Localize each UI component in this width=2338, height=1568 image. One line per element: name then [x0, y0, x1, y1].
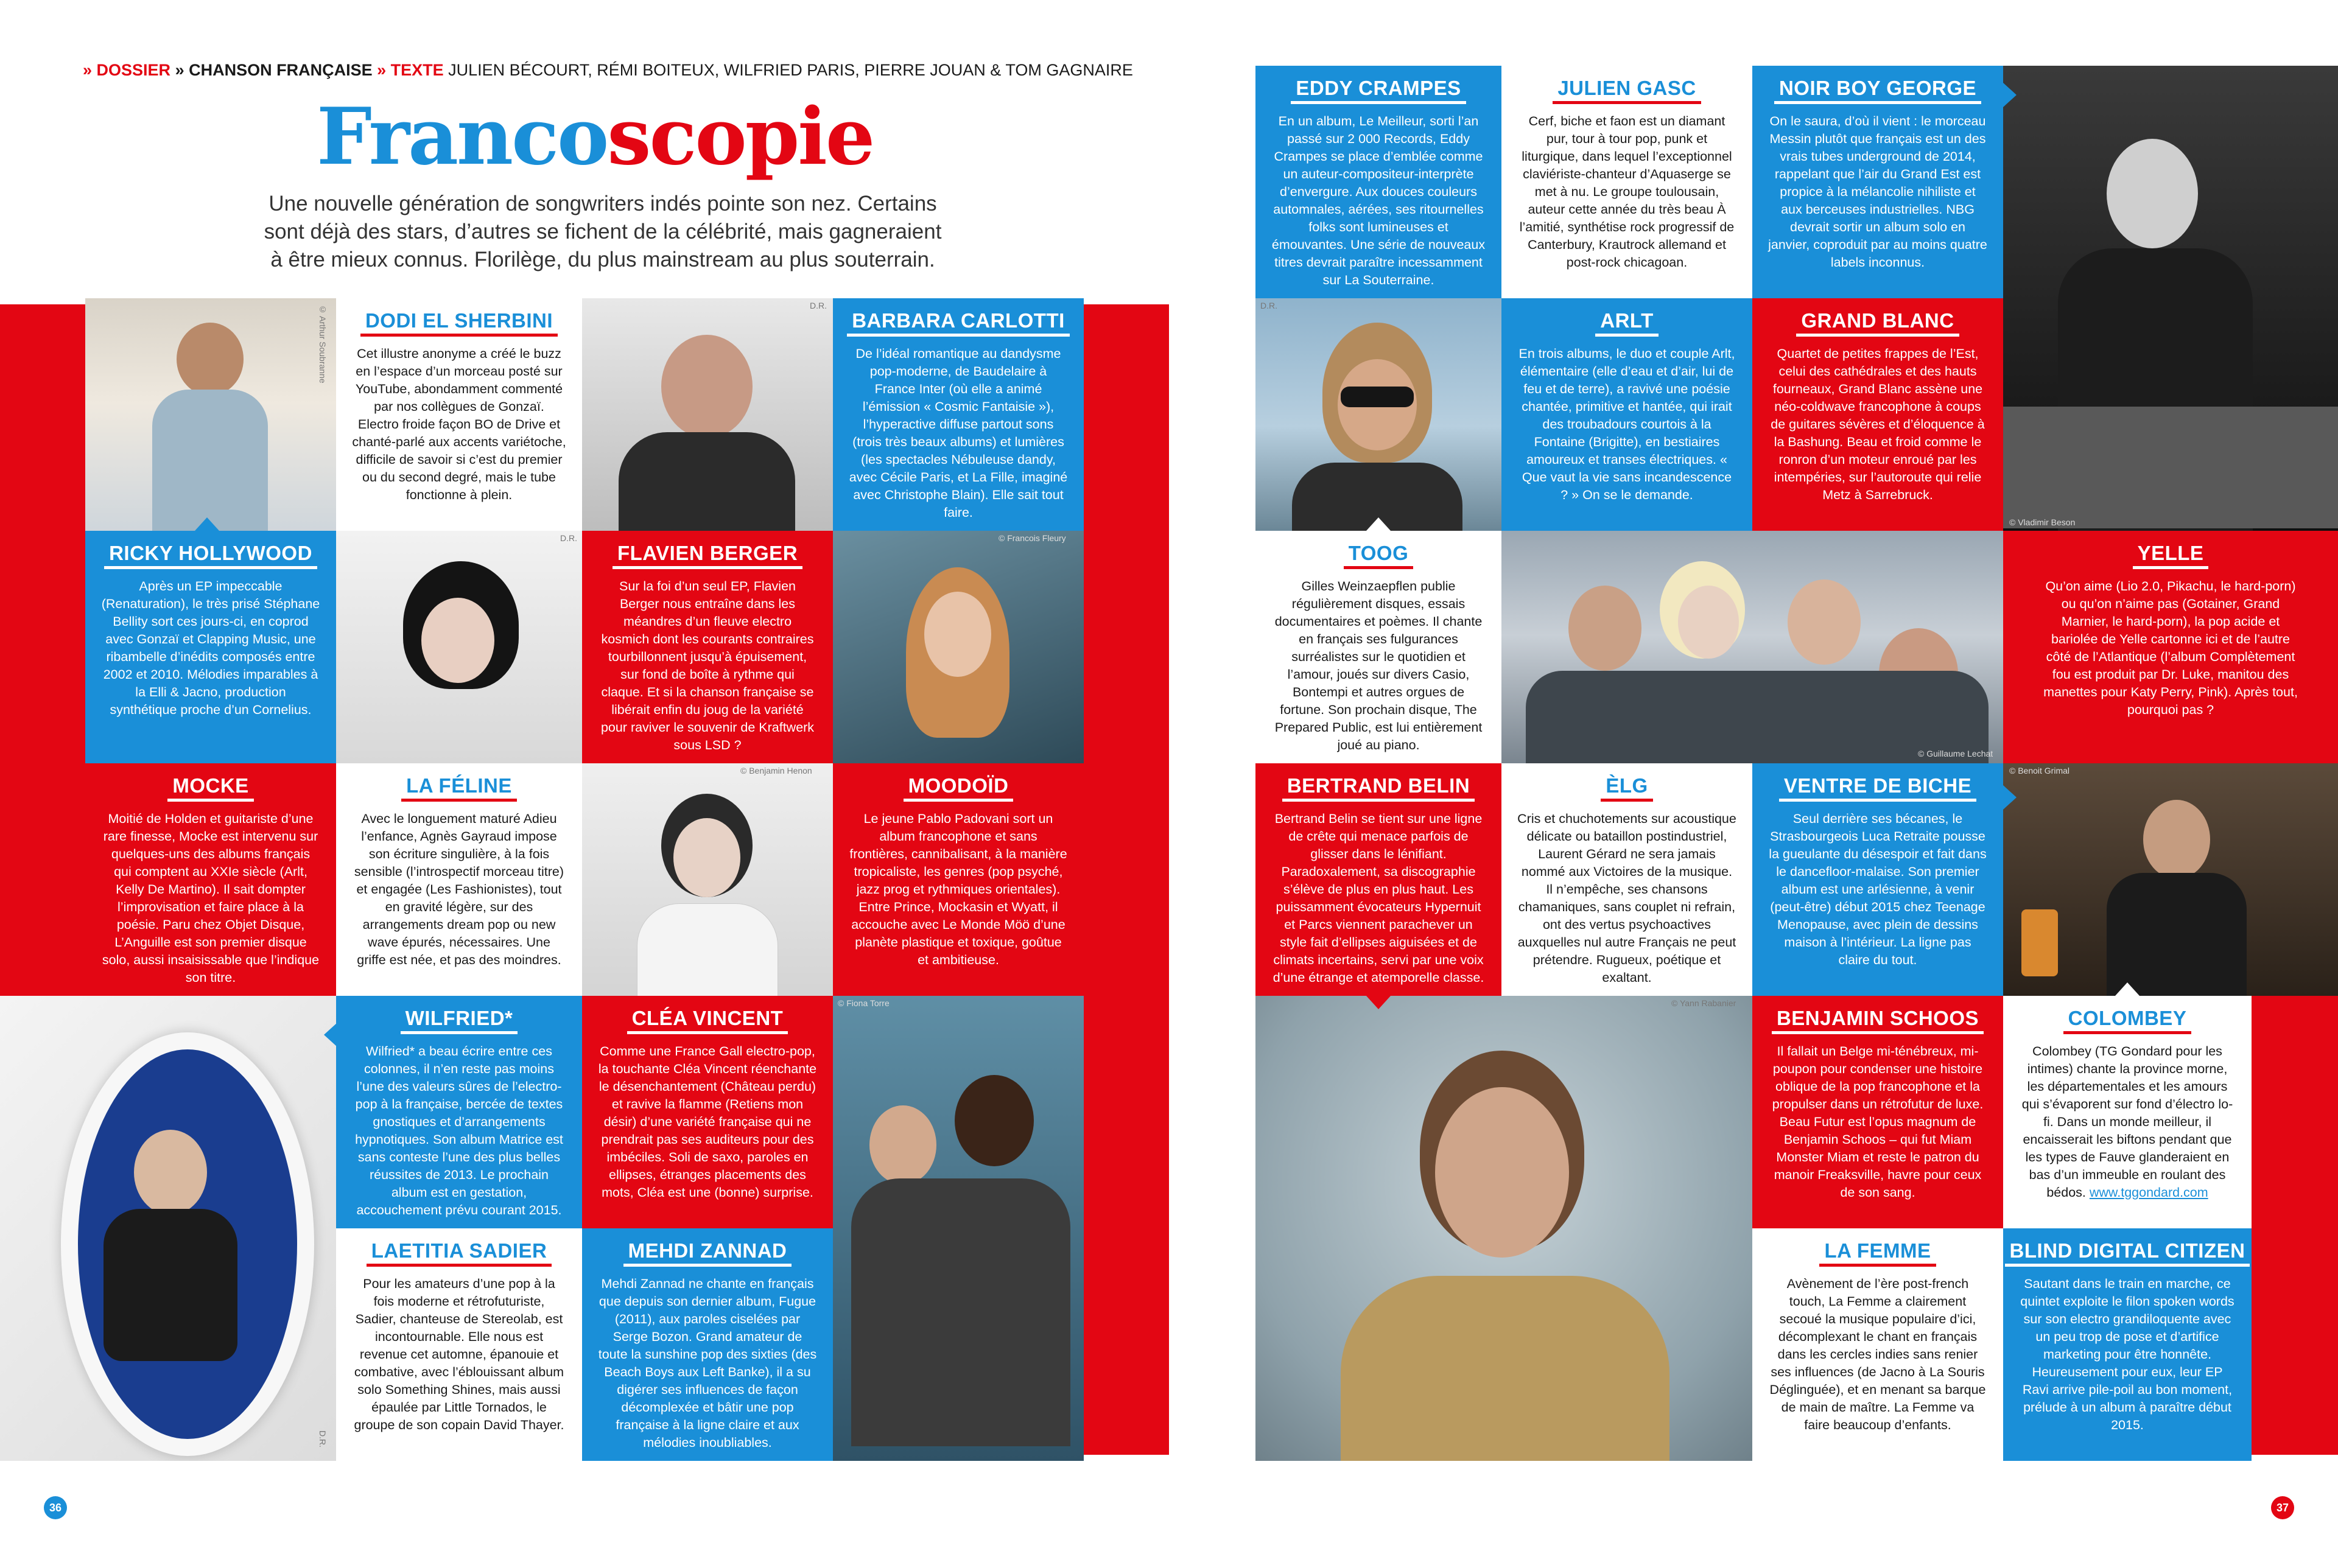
card-laetitia-sadier — [336, 1228, 582, 1461]
artist-text: Avènement de l’ère post-french touch, La Femme a clairement secoué la musique populaire d’ici, décomplexant le chant en français dans les cercles indies sans renier ses influences (de Jacno à La Souris Déglinguée), et en menant sa barque de main de maître. La Femme va faire beaucoup d’enfants. — [1769, 1276, 1986, 1432]
card-elg — [1501, 763, 1752, 996]
artist-name: BARBARA CARLOTTI — [847, 307, 1070, 337]
photo-barbara-carlotti — [833, 531, 1084, 763]
artist-text: Seul derrière ses bécanes, le Strasbourgeois Luca Retraite pousse la gueulante du désespoir et fait dans le dancefloor-malaise. Son premier album est une arlésienne, à venir (peut-être) début 2015 chez Teenage Menopause, avec plein de dessins maison à l’intérieur. La ligne pas claire du tout. — [1769, 811, 1987, 967]
photo-credit: © Benoit Grimal — [2009, 766, 2070, 775]
card-barbara-carlotti — [833, 298, 1084, 531]
photo-credit: © Yann Rabanier — [1671, 998, 1736, 1008]
card-mocke — [85, 763, 336, 996]
card-arlt — [1501, 298, 1752, 531]
photo-credit: D.R. — [810, 301, 827, 310]
artist-text: De l’idéal romantique au dandysme pop-moderne, de Baudelaire à France Inter (où elle a animé l’émission « Cosmic Fantaisie »), l’hyperactive diffuse partout sons (trois très beaux albums) et lumières (les spectacles Nébuleuse dandy, avec Cécile Paris, et La Fille, imaginé avec Christophe Blain). Elle sait tout faire. — [849, 346, 1068, 520]
artist-name: COLOMBEY — [2063, 1004, 2192, 1034]
card-ventre-de-biche — [1752, 763, 2003, 996]
artist-text: Cerf, biche et faon est un diamant pur, tour à tour pop, punk et liturgique, dans lequel l’exceptionnel claviériste-chanteur d’Aquaserge se met à nu. Le groupe toulousain, auteur cette année du très beau À l’amitié, synthétise rock progressif de Canterbury, Krautrock allemand et post-rock chicagoan. — [1519, 114, 1735, 270]
artist-name: TOOG — [1344, 539, 1414, 569]
photo-credit: D.R. — [560, 533, 577, 543]
card-mehdi-zannad — [582, 1228, 833, 1461]
card-clea-vincent — [582, 996, 833, 1228]
photo-moodoid — [833, 996, 1084, 1461]
artist-name: LA FEMME — [1819, 1237, 1936, 1267]
artist-text: Sur la foi d’un seul EP, Flavien Berger nous entraîne dans les méandres d’un fleuve electro kosmich dont les courants contraires tourbillonnent jusqu’à épuisement, sur fond de boîte à rythme qui claque. Et si la chanson française se libérait enfin du joug de la variété pour raviver le souvenir de Kraftwerk sous LSD ? — [600, 579, 815, 752]
artist-name: BLIND DIGITAL CITIZEN — [2005, 1237, 2250, 1267]
pointer-arrow — [324, 1023, 337, 1047]
artist-name: MEHDI ZANNAD — [623, 1237, 792, 1267]
card-noir-boy-george — [1752, 66, 2003, 298]
page-title — [317, 91, 873, 183]
photo-dodi-el-sherbini — [85, 298, 336, 531]
artist-name: RICKY HOLLYWOOD — [104, 539, 317, 569]
rubric-chanson: » CHANSON FRANÇAISE — [175, 61, 373, 79]
photo-noir-boy-george — [2003, 66, 2338, 531]
photo-ventre-de-biche — [2003, 763, 2338, 996]
photo-credit: © Francois Fleury — [999, 533, 1066, 543]
artist-name: YELLE — [2133, 539, 2209, 569]
photo-credit: © Guillaume Lechat — [1918, 749, 1993, 758]
artist-text: Après un EP impeccable (Renaturation), le très prisé Stéphane Bellity sort ces jours-ci, en coprod avec Gonzaï et Clapping Music, une ribambelle d’inédits composés entre 2002 et 2010. Mélodies imparables à la Elli & Jacno, production synthétique proche d’un Cornelius. — [101, 579, 320, 717]
artist-name: VENTRE DE BICHE — [1779, 772, 1976, 802]
pointer-arrow — [1366, 996, 1391, 1009]
artist-text: En un album, Le Meilleur, sorti l’an passé sur 2 000 Records, Eddy Crampes se place d’emblée comme un auteur-compositeur-interprète d’envergure. Aux douces couleurs automnales, aérées, ses ritournelles folks sont lumineuses et émouvantes. Une série de nouveaux titres devrait paraître incessamment sur La Souterraine. — [1271, 114, 1486, 287]
artist-name: LAETITIA SADIER — [367, 1237, 552, 1267]
card-julien-gasc — [1501, 66, 1752, 298]
card-blind-digital-citizen — [2003, 1228, 2252, 1461]
pointer-arrow — [2115, 982, 2140, 996]
rubric-line — [83, 61, 1133, 80]
card-grand-blanc — [1752, 298, 2003, 531]
page-number-left: 36 — [44, 1496, 67, 1519]
photo-wilfried — [0, 996, 336, 1461]
page-number-right: 37 — [2271, 1496, 2294, 1519]
photo-bertrand-belin — [1255, 996, 1752, 1461]
artist-name: MOCKE — [167, 772, 253, 802]
card-bertrand-belin — [1255, 763, 1501, 996]
pointer-arrow — [1366, 517, 1391, 531]
artist-text: Comme une France Gall electro-pop, la touchante Cléa Vincent réenchante le désenchantement (Château perdu) et ravive la flamme (Retiens mon désir) d’une variété française qui ne prendrait pas ses auditeurs pour des imbéciles. Soli de saxo, paroles en ellipses, étranges placements des mots, Cléa est une (bonne) surprise. — [598, 1044, 817, 1200]
artist-text: Wilfried* a beau écrire entre ces colonnes, il n’en reste pas moins l’une des valeurs sûres de l’electro-pop à la française, bercée de textes gnostiques et d’arrangements hypnotiques. Son album Matrice est sans conteste l’une des plus belles réussites de 2013. Le prochain album est en gestation, accouchement prévu courant 2015. — [355, 1044, 563, 1217]
artist-name: JULIEN GASC — [1553, 74, 1701, 104]
card-ricky-hollywood — [85, 531, 336, 763]
artist-name: WILFRIED* — [401, 1004, 518, 1034]
rubric-dossier: » DOSSIER — [83, 61, 171, 79]
pointer-arrow — [2003, 785, 2017, 810]
intro-text: Une nouvelle génération de songwriters indés pointe son nez. Certains sont déjà des stars, d’autres se fichent de la célébrité, mais gagneraient à être mieux connus. Florilège, du plus mainstream au plus souterrain. — [264, 192, 942, 271]
artist-name: DODI EL SHERBINI — [360, 307, 558, 337]
card-colombey — [2003, 996, 2252, 1228]
card-eddy-crampes — [1255, 66, 1501, 298]
title-scopie: scopie — [607, 91, 874, 183]
photo-eddy-crampes — [1255, 298, 1501, 531]
website-link[interactable]: www.tggondard.com — [2089, 1185, 2208, 1200]
pointer-arrow — [2003, 83, 2017, 107]
artist-text: Cris et chuchotements sur acoustique délicate ou bataillon postindustriel, Laurent Gérard ne sera jamais nommé aux Victoires de la musique. Il n’empêche, ses chansons chamaniques, sans couplet ni refrain, ont des vertus psychoactives auxquelles nul autre Français ne peut prétendre. Rugueux, poétique et exaltant. — [1517, 811, 1736, 985]
authors: JULIEN BÉCOURT, RÉMI BOITEUX, WILFRIED PARIS, PIERRE JOUAN & TOM GAGNAIRE — [448, 61, 1133, 79]
artist-name: BERTRAND BELIN — [1282, 772, 1475, 802]
photo-credit: D.R. — [1260, 301, 1277, 310]
artist-text: En trois albums, le duo et couple Arlt, élémentaire (elle d’eau et d’air, lui de feu et de terre), a ravivé une poésie chantée, primitive et hantée, qui irait des troubadours courtois à la Fontaine (Brigitte), en bestiaires amoureux et transes électriques. « Que vaut la vie sans incandescence ? » On se le demande. — [1518, 346, 1735, 502]
artist-name: ÈLG — [1601, 772, 1652, 802]
photo-la-feline — [582, 763, 833, 996]
card-dodi-el-sherbini — [336, 298, 582, 531]
card-toog — [1255, 531, 1501, 763]
artist-text: Quartet de petites frappes de l’Est, celui des cathédrales et des hauts fourneaux, Grand Blanc assène une néo-coldwave francophone à coups de guitares sévères et d’éloquence à la Bashung. Beau et froid comme le ronron d’un moteur enroué par les intempéries, sur l’autoroute qui relie Metz à Sarrebruck. — [1771, 346, 1985, 502]
photo-credit: © Fiona Torre — [838, 998, 890, 1008]
artist-text — [2019, 1043, 2236, 1202]
photo-ricky-hollywood — [336, 531, 582, 763]
artist-text: Avec le longuement maturé Adieu l’enfance, Agnès Gayraud impose son écriture singulière, à la fois sensible (l’introspectif morceau titre) et engagée (Les Fashionistes), tout en gravité légère, sur des arrangements dream pop ou new wave épurés, nécessaires. Une griffe est née, et pas des moindres. — [354, 811, 564, 967]
artist-text: On le saura, d’où il vient : le morceau Messin plutôt que français est un des vrais tubes underground de 2014, rappelant que l’air du Grand Est est propice à la mélancolie nihiliste et aux berceuses industrielles. NBG devrait sortir un album solo en janvier, coproduit par au moins quatre labels inconnus. — [1768, 114, 1987, 270]
title-franco: Franco — [317, 91, 608, 183]
photo-grand-blanc — [1501, 531, 2003, 763]
artist-text: Mehdi Zannad ne chante en français que depuis son dernier album, Fugue (2011), aux paroles ciselées par Serge Bozon. Grand amateur de toute la sunshine pop des sixties (des Beach Boys aux Left Banke), il a su digérer ses influences de façon décomplexée et bâtir une pop française à la ligne claire et aux mélodies inoubliables. — [598, 1276, 817, 1450]
rubric-texte: » TEXTE — [377, 61, 444, 79]
artist-name: CLÉA VINCENT — [627, 1004, 788, 1034]
artist-text: Le jeune Pablo Padovani sort un album francophone et sans frontières, cannibalisant, à la manière tropicaliste, les genres (pop psyché, jazz prog et rythmiques orientales). Entre Prince, Mockasin et Wyatt, il accouche avec Le Monde Möö d’une planète plastique et toxique, goûtue et ambitieuse. — [849, 811, 1067, 967]
artist-name: NOIR BOY GEORGE — [1774, 74, 1981, 104]
artist-text: Gilles Weinzaepflen publie régulièrement disques, essais documentaires et poèmes. Il chante en français ses fulgurances surréalistes sur le quotidien et l’amour, joués sur divers Casio, Bontempi et autres orgues de fortune. Son prochain disque, The Prepared Public, est lui entièrement joué au piano. — [1274, 579, 1483, 752]
artist-text-body: Colombey (TG Gondard pour les intimes) chante la province morne, les départementales et les amours qui s’évaporent sur fond d’électro lo-fi. Dans un monde meilleur, il encaisserait les biftons pendant que les types de Fauve glanderaient en bas d’un immeuble en roulant des bédos. — [2021, 1044, 2233, 1200]
artist-name: EDDY CRAMPES — [1291, 74, 1466, 104]
artist-text: Sautant dans le train en marche, ce quintet exploite le filon spoken words sur son electro grandiloquente avec un peu trop de pose et d’artifice marketing pour être honnête. Heureusement pour eux, leur EP Ravi arrive pile-poil au bon moment, prélude à un album à paraître début 2015. — [2020, 1276, 2234, 1432]
artist-text: Moitié de Holden et guitariste d’une rare finesse, Mocke est intervenu sur quelques-uns des albums français qui comptent au XXIe siècle (Arlt, Kelly De Martino). Il sait dompter l’improvisation et faire place à la poésie. Paru chez Objet Disque, L’Anguille est son premier disque solo, aussi insaisissable que l’indique son titre. — [102, 811, 320, 985]
photo-credit: © Arthur Soubranne — [318, 304, 328, 383]
artist-text: Qu’on aime (Lio 2.0, Pikachu, le hard-porn) ou qu’on n’aime pas (Gotainer, Grand Marnier, le hard-porn), la pop acide et bariolée de Yelle cartonne ici et de l’autre côté de l’Atlantique (l’album Complètement fou est produit par Dr. Luke, manitou des manettes pour Katy Perry, Pink). Après tout, pourquoi pas ? — [2043, 579, 2298, 717]
photo-flavien-berger — [582, 298, 833, 531]
artist-text: Il fallait un Belge mi-ténébreux, mi-poupon pour condenser une histoire oblique de la pop francophone et la propulser dans un rétrofutur de luxe. Beau Futur est l’opus magnum de Benjamin Schoos – qui fut Miam Monster Miam et reste le patron du manoir Freaksville, havre pour ceux de son sang. — [1772, 1044, 1984, 1200]
artist-name: LA FÉLINE — [401, 772, 517, 802]
artist-name: GRAND BLANC — [1796, 307, 1959, 337]
card-yelle — [2003, 531, 2338, 763]
card-la-femme — [1752, 1228, 2003, 1461]
artist-name: MOODOÏD — [904, 772, 1014, 802]
card-flavien-berger — [582, 531, 833, 763]
pointer-arrow — [195, 517, 219, 531]
artist-name: FLAVIEN BERGER — [613, 539, 802, 569]
photo-credit: © Vladimir Beson — [2009, 517, 2076, 527]
artist-name: ARLT — [1595, 307, 1659, 337]
card-la-feline — [336, 763, 582, 996]
photo-credit: © Benjamin Henon — [740, 766, 812, 775]
card-wilfried — [336, 996, 582, 1228]
photo-credit: D.R. — [318, 1430, 328, 1447]
artist-text: Bertrand Belin se tient sur une ligne de crête qui menace parfois de glisser dans le lénifiant. Paradoxalement, sa discographie s’élève de plus en plus haut. Les puissamment évocateurs Hypernuit et Parcs viennent parachever un style fait d’ellipses aiguisées et de climats incertains, servi par une voix d’une étrange et atemporelle classe. — [1273, 811, 1484, 985]
artist-text: Cet illustre anonyme a créé le buzz en l’espace d’un morceau posté sur YouTube, abondamment commenté par nos collègues de Gonzaï. Electro froide façon BO de Drive et chanté-parlé aux accents variétoche, difficile de savoir si c’est du premier ou du second degré, mais le tube fonctionne à plein. — [352, 346, 566, 502]
artist-name: BENJAMIN SCHOOS — [1772, 1004, 1984, 1034]
card-benjamin-schoos — [1752, 996, 2003, 1228]
card-moodoid — [833, 763, 1084, 996]
artist-text: Pour les amateurs d’une pop à la fois moderne et rétrofuturiste, Sadier, chanteuse de Stereolab, est incontournable. Elle nous est revenue cet automne, épanouie et combative, avec l’éblouissant album solo Something Shines, mais aussi épaulée par Little Tornados, le groupe de son copain David Thayer. — [354, 1276, 564, 1432]
